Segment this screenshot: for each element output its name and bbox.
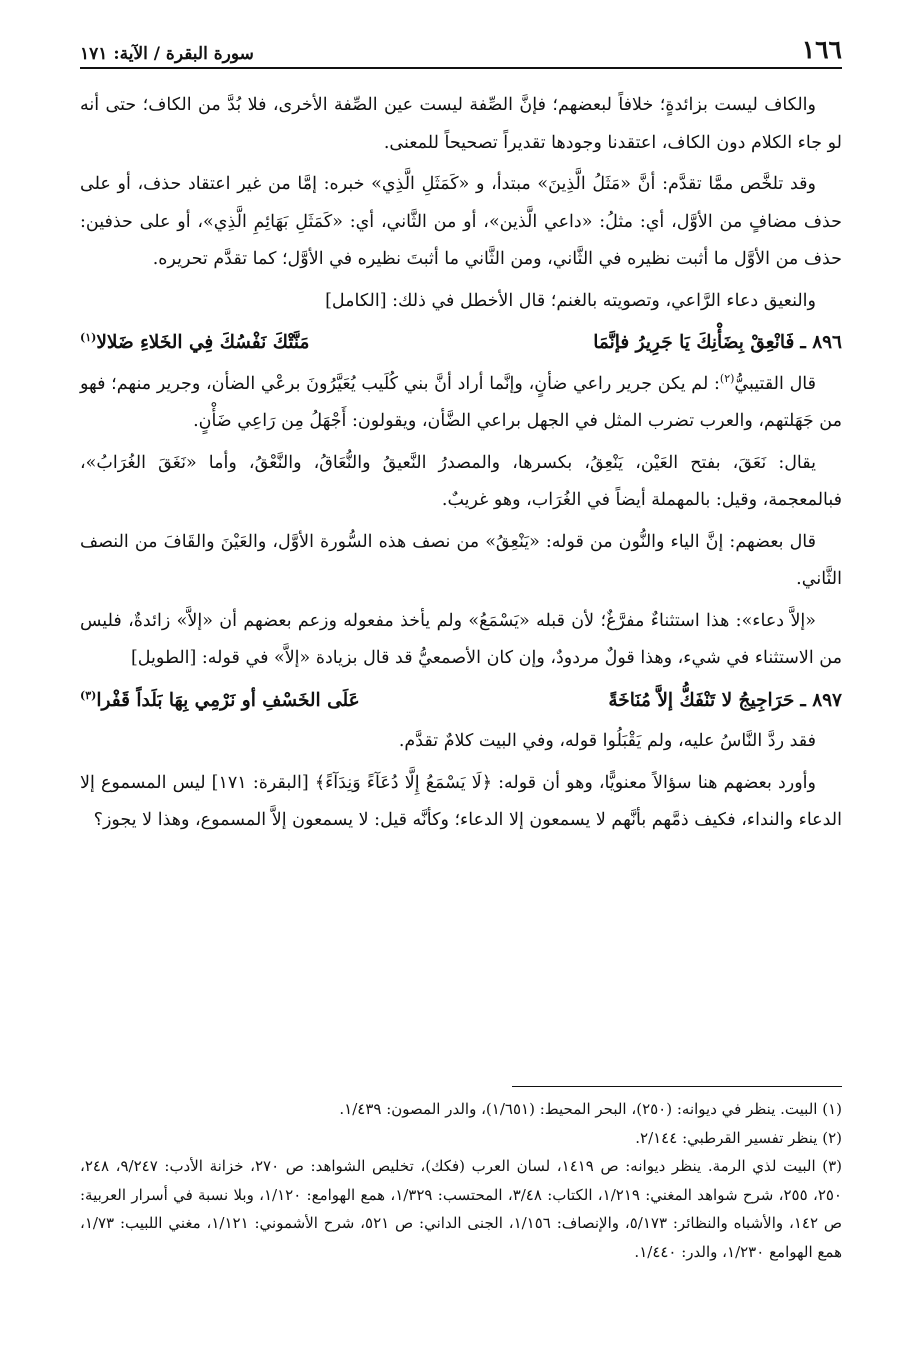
verse-number: ٨٩٧ ـ [800, 689, 842, 711]
footnote: (١) البيت. ينظر في ديوانه: (٢٥٠)، البحر المحيط: (١/٦٥١)، والدر المصون: ١/٤٣٩. [339, 1100, 842, 1118]
verse-first-hemistich [593, 324, 842, 362]
main-text [80, 87, 842, 840]
hemistich-text: فَانْعِقْ بِضَأْنِكَ يَا جَرِيرُ فإنَّمَا [593, 332, 795, 353]
paragraph: فقد ردَّ النَّاسُ عليه، ولم يَقْبَلُوا قوله، وفي البيت كلامٌ تقدَّم. [398, 731, 816, 751]
hemistich-text: عَلَى الخَسْفِ أو نَرْمِي بِهَا بَلَداً قَفْرا [96, 689, 360, 711]
verse-number: ٨٩٦ ـ [800, 332, 842, 353]
paragraph [80, 366, 842, 441]
verse-second-hemistich [80, 682, 360, 720]
footnote-marker: (٣) [80, 688, 97, 702]
paragraph: قال بعضهم: إنَّ الياء والنُّون من قوله: «يَنْعِقُ» من نصف هذه السُّورة الأوَّل، والعَيْنَ والقَافَ من النصف الثَّاني. [80, 531, 842, 589]
footnote-marker: (٢) [719, 371, 735, 385]
footnote: (٢) ينظر تفسير القرطبي: ٢/١٤٤. [635, 1128, 842, 1147]
running-title: سورة البقرة / الآية: ١٧١ [80, 44, 254, 64]
hemistich-text: مَنَّتْكَ نَفْسُكَ فِي الخَلاءِ ضَلالا [96, 332, 310, 353]
paragraph: «إلاَّ دعاء»: هذا استثناءٌ مفرَّغٌ؛ لأن قبله «يَسْمَعُ» ولم يأخذ مفعوله وزعم بعضهم أن «إلاَّ» زائدةٌ، فليس من الاستثناء في شيء، وهذا قولٌ مردودٌ، وإن كان الأصمعيُّ قد قال بزيادة «إلاَّ» في قوله: [الطويل] [80, 610, 842, 668]
footnotes [80, 1086, 842, 1266]
page-header [80, 32, 842, 69]
footnote-marker: (١) [80, 330, 97, 344]
verse-first-hemistich [608, 682, 842, 720]
paragraph: يقال: نَعَقَ، بفتح العَيْن، يَنْعِقُ، بكسرها، والمصدرُ النَّعيقُ والنُّعَاقُ، والنَّعْقُ، وأما «نَغَقَ الغُرَابُ»، فبالمعجمة، وقيل: بالمهملة أيضاً في الغُرَاب، وهو غريبٌ. [80, 452, 842, 510]
page-number: ١٦٦ [801, 35, 842, 64]
paragraph-text: : لم يكن جرير راعي ضأنٍ، وإنَّما أراد أنَّ بني كُلَيب يُعَيَّرُونَ برعْي الضأن، وجرير منهم؛ فهو من جَهَلتهم، والعرب تضرب المثل في الجهل براعي الضَّأن، ويقولون: أَجْهَلُ مِن رَاعِي ضَأْنٍ. [80, 373, 842, 431]
paragraph: والنعيق دعاء الرَّاعي، وتصويته بالغنم؛ قال الأخطل في ذلك: [الكامل] [325, 290, 816, 311]
hemistich-text: حَرَاجِيجُ لا تَنْفَكُّ إلاَّ مُنَاخَةً [608, 689, 795, 711]
paragraph-text: قال القتيبيُّ [734, 373, 817, 394]
verse-second-hemistich [80, 324, 309, 362]
poetry-verse-897 [80, 682, 842, 720]
paragraph: وقد تلخَّص ممَّا تقدَّم: أنَّ «مَثَلُ الَّذِينَ» مبتدأ، و «كَمَثَلِ الَّذِي» خبره: إمَّا من غير اعتقاد حذف، أو على حذف مضافٍ من الأوَّل، أي: مثلُ: «داعي الَّذين»، أو من الثَّاني، أي: «كَمَثَلِ بَهَائِمِ الَّذِي»، أو على حذفين: حذف من الأوَّل ما أثبت نظيره في الثَّاني، ومن الثَّاني ما أثبتَ نظيره في الأوَّل؛ كما تقدَّم تحريره. [80, 174, 842, 269]
footnote-divider [512, 1086, 842, 1087]
footnote: (٣) البيت لذي الرمة. ينظر ديوانه: ص ١٤١٩، لسان العرب (فكك)، تخليص الشواهد: ص ٢٧٠، خزانة الأدب: ٩/٢٤٧، ٢٤٨، ٢٥٠، ٢٥٥، شرح شواهد المغني: ١/٢١٩، الكتاب: ٣/٤٨، المحتسب: ١/٣٢٩، همع الهوامع: ١/١٢٠، وبلا نسبة في أسرار العربية: ص ١٤٢، والأشباه والنظائر: ٥/١٧٣، والإنصاف: ١/١٥٦، الجنى الداني: ص ٥٢١، شرح الأشموني: ١/١٢١، مغني اللبيب: ١/٧٣، همع الهوامع ١/٢٣٠، والدر: ١/٤٤٠. [80, 1157, 843, 1261]
poetry-verse-896 [80, 324, 842, 362]
paragraph: والكاف ليست بزائدةٍ؛ خلافاً لبعضهم؛ فإنَّ الصِّفة ليست عين الصِّفة الأخرى، فلا بُدَّ من الكاف؛ حتى أنه لو جاء الكلام دون الكاف، اعتقدنا وجودها تقديراً تصحيحاً للمعنى. [80, 95, 842, 153]
paragraph: وأورد بعضهم هنا سؤالاً معنويًّا، وهو أن قوله: ﴿لَا يَسْمَعُ إِلَّا دُعَآءً وَنِدَآءً﴾ [البقرة: ١٧١] ليس المسموع إلا الدعاء والنداء، فكيف ذمَّهم بأنَّهم لا يسمعون إلا الدعاء؛ وكأنَّه قيل: لا يسمعون إلاَّ المسموع، وهذا لا يجوز؟ [80, 772, 842, 830]
